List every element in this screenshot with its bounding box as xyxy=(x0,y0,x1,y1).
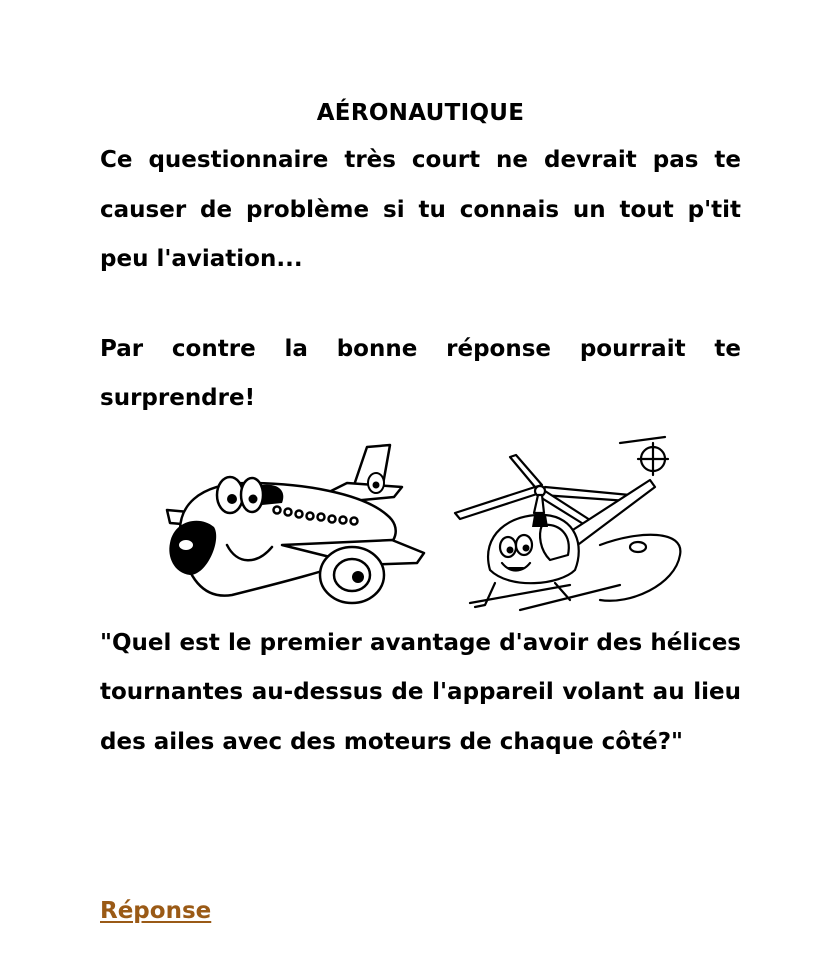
page-title: AÉRONAUTIQUE xyxy=(316,100,525,126)
surprise-paragraph: Par contre la bonne réponse pourrait te surprendre! xyxy=(100,335,741,411)
illustration-row xyxy=(100,435,741,615)
intro-paragraph: Ce questionnaire très court ne devrait pas te causer de problème si tu connais un tout p'tit peu l'aviation... xyxy=(100,147,741,272)
cartoon-helicopter-icon xyxy=(450,435,690,615)
question-paragraph: "Quel est le premier avantage d'avoir des hélices tournantes au-dessus de l'appareil volant au lieu des ailes avec des moteurs de chaque côté?" xyxy=(100,629,741,755)
answer-link[interactable]: Réponse xyxy=(100,898,212,924)
document-body xyxy=(100,95,741,767)
cartoon-airplane-icon xyxy=(162,435,432,610)
